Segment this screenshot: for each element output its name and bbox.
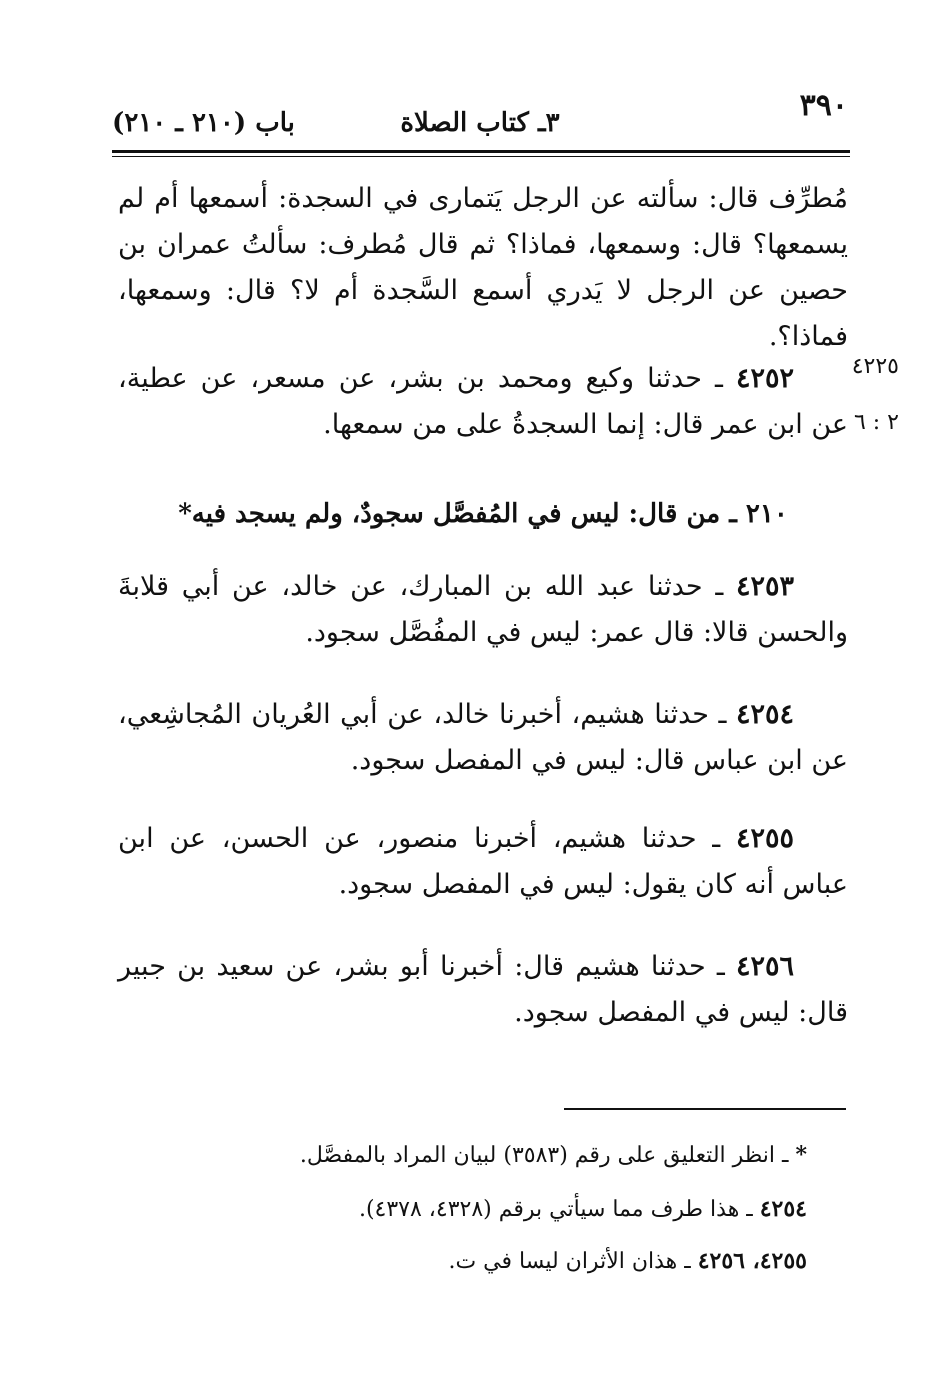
hadith-number: ٤٢٥٢ [735,363,794,394]
hadith-number: ٤٢٥٤ [735,699,794,730]
hadith-number: ٤٢٥٣ [735,571,794,602]
chapter-heading: ٢١٠ ـ من قال: ليس في المُفصَّل سجودٌ، ولم يسجد فيه* [178,499,788,529]
footnote-text: ـ هذان الأثران ليسا في ت. [448,1249,698,1274]
header-rule-thin [112,156,850,157]
hadith-text: ـ حدثنا هشيم قال: أخبرنا أبو بشر، عن سعيد بن جبير قال: ليس في المفصل سجود. [118,951,848,1028]
hadith-text: ـ حدثنا وكيع ومحمد بن بشر، عن مسعر، عن عطية، عن ابن عمر قال: إنما السجدةُ على من سمعها. [118,363,848,440]
continued-paragraph: مُطرِّف قال: سألته عن الرجل يَتمارى في السجدة: أسمعها أم لم يسمعها؟ قال: وسمعها، فماذا؟ ثم قال مُطرف: سألتُ عمران بن حصين عن الرجل لا يَدري أسمع السَّجدة أم لا؟ قال: وسمعها، فماذا؟. [118,183,848,352]
hadith-4253 [118,564,848,656]
chapter-range: باب (٢١٠ ـ ٢١٠) [112,108,295,138]
hadith-text: ـ حدثنا هشيم، أخبرنا منصور، عن الحسن، عن ابن عباس أنه كان يقول: ليس في المفصل سجود. [118,823,848,900]
margin-reference: ٤٢٢٥ [851,354,899,379]
hadith-text: ـ حدثنا عبد الله بن المبارك، عن خالد، عن أبي قلابةَ والحسن قالا: قال عمر: ليس في المفُصَّل سجود. [118,571,848,648]
margin-reference-volume: ٢ : ٦ [853,410,899,435]
hadith-number: ٤٢٥٥ [735,823,794,854]
footnote-text: ـ انظر التعليق على رقم (٣٥٨٣) لبيان المراد بالمفصَّل. [299,1143,796,1168]
footnote-2 [247,1194,807,1225]
book-title: ٣ـ كتاب الصلاة [400,108,560,138]
page-number: ٣٩٠ [799,88,848,123]
footnote-marker: * [795,1142,807,1168]
hadith-number: ٤٢٥٦ [735,951,794,982]
hadith-4256 [118,944,848,1036]
footnote-marker: ٤٢٥٥، ٤٢٥٦ [697,1248,807,1274]
hadith-4255 [118,816,848,908]
footnote-text: ـ هذا طرف مما سيأتي برقم (٤٣٢٨، ٤٣٧٨). [358,1197,760,1222]
footnote-marker: ٤٢٥٤ [759,1196,807,1222]
hadith-text: ـ حدثنا هشيم، أخبرنا خالد، عن أبي العُريان المُجاشِعي، عن ابن عباس قال: ليس في المفصل سجود. [118,699,848,776]
running-header [112,88,848,148]
hadith-4252 [118,356,848,448]
footnote-separator [564,1108,846,1110]
footnote-3 [247,1246,807,1277]
header-rule-thick [112,150,850,153]
footnote-1 [247,1140,807,1171]
hadith-4254 [118,692,848,784]
